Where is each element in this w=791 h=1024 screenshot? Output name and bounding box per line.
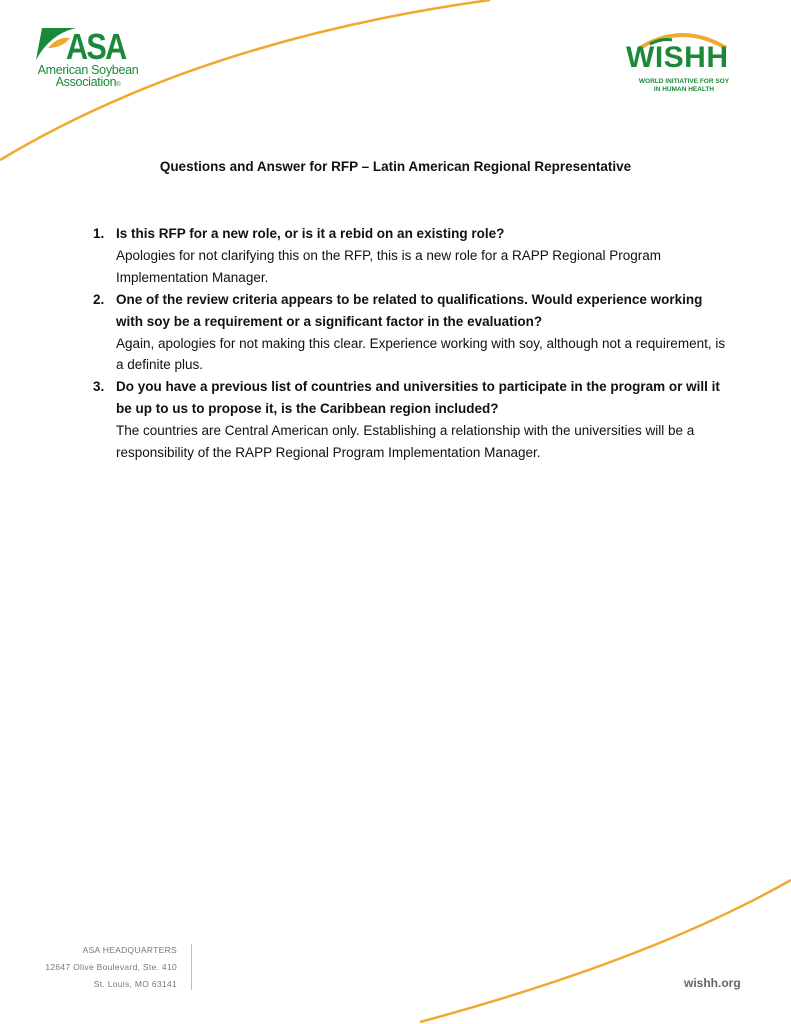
asa-logo-mark: ASA — [66, 26, 126, 67]
qa-number: 3. — [93, 379, 105, 395]
wishh-sub-line2: IN HUMAN HEALTH — [653, 86, 715, 93]
registered-mark: ® — [116, 82, 121, 88]
document-title: Questions and Answer for RFP – Latin American Regional Representative — [159, 159, 632, 174]
asa-logo-name — [28, 64, 148, 91]
question: One of the review criteria appears to be related to qualifications. Would experience working with soy be a requirement or a significant factor in the evaluation? — [116, 291, 703, 329]
answer: Again, apologies for not making this clear. Experience working with soy, although not a requirement, is a definite plus. — [116, 335, 726, 373]
asa-name-line1: American Soybean — [37, 63, 139, 77]
qa-number: 1. — [93, 226, 105, 241]
address-line1: 12647 Olive Boulevard, Ste. 410 — [45, 962, 177, 972]
wishh-logo-subtitle — [622, 78, 746, 94]
wishh-sub-line1: WORLD INITIATIVE FOR SOY — [638, 78, 730, 85]
footer-website: wishh.org — [684, 976, 741, 990]
qa-item — [93, 376, 733, 464]
qa-item — [93, 289, 733, 377]
footer-divider — [191, 944, 192, 990]
hq-label: ASA HEADQUARTERS — [82, 945, 177, 955]
qa-list — [93, 223, 733, 464]
asa-name-line2: Association — [55, 75, 117, 89]
answer: The countries are Central American only. Establishing a relationship with the universities will be a responsibility of the RAPP Regional Program Implementation Manager. — [116, 423, 695, 461]
bottom-arc — [420, 880, 791, 1022]
asa-logo — [28, 26, 148, 92]
footer-address — [40, 942, 177, 993]
address-line2: St. Louis, MO 63141 — [93, 979, 177, 989]
qa-number: 2. — [93, 291, 105, 307]
wishh-logo — [622, 28, 746, 98]
wishh-logo-mark: WISHH — [626, 41, 729, 74]
question: Do you have a previous list of countries and universities to participate in the program or will it be up to us to propose it, is the Caribbean region included? — [116, 379, 720, 417]
question: Is this RFP for a new role, or is it a rebid on an existing role? — [116, 226, 505, 241]
qa-item — [93, 223, 733, 289]
answer: Apologies for not clarifying this on the RFP, this is a new role for a RAPP Regional Program Implementation Manager. — [116, 247, 662, 285]
